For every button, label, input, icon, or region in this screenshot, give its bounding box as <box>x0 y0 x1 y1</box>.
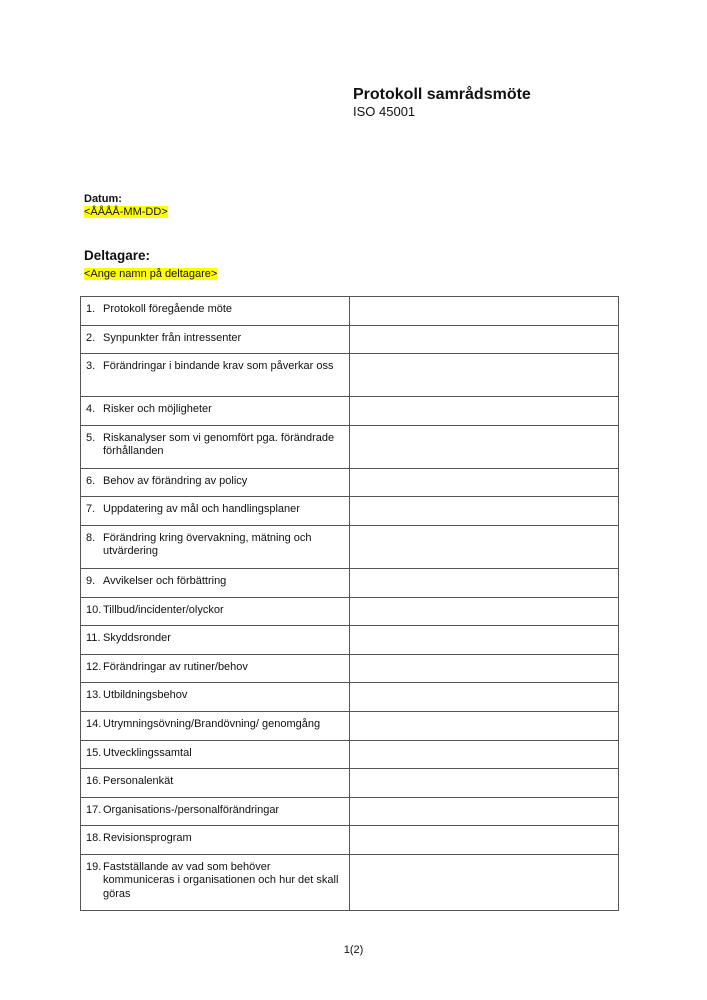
agenda-item-number: 7. <box>86 503 96 516</box>
agenda-item-number: 16. <box>86 775 102 788</box>
agenda-item-text: Förändringar i bindande krav som påverkar oss <box>103 360 334 373</box>
agenda-item-cell <box>81 568 350 597</box>
agenda-row <box>81 297 619 326</box>
agenda-item-text: Protokoll föregående möte <box>103 303 233 315</box>
agenda-notes-cell[interactable] <box>350 711 619 740</box>
agenda-item-cell <box>81 425 350 468</box>
agenda-notes-cell[interactable] <box>350 525 619 568</box>
agenda-item-number: 14. <box>86 717 102 730</box>
agenda-item <box>86 861 345 902</box>
agenda-row <box>81 468 619 497</box>
agenda-item-text: Förändring kring övervakning, mätning och utvärdering <box>103 531 312 558</box>
agenda-item <box>86 804 345 818</box>
agenda-item-cell <box>81 797 350 826</box>
agenda-item-cell <box>81 826 350 855</box>
agenda-item-cell <box>81 654 350 683</box>
agenda-item-cell <box>81 769 350 798</box>
agenda-row <box>81 711 619 740</box>
agenda-item-number: 18. <box>86 832 102 845</box>
agenda-item <box>86 689 345 703</box>
agenda-row <box>81 354 619 397</box>
agenda-item <box>86 360 345 374</box>
agenda-item <box>86 503 345 517</box>
agenda-row <box>81 425 619 468</box>
agenda-notes-cell[interactable] <box>350 397 619 426</box>
agenda-row <box>81 568 619 597</box>
agenda-item-text: Förändringar av rutiner/behov <box>103 660 248 673</box>
agenda-item-number: 15. <box>86 746 102 759</box>
agenda-item-cell <box>81 297 350 326</box>
agenda-item <box>86 303 345 317</box>
agenda-notes-cell[interactable] <box>350 597 619 626</box>
agenda-row <box>81 769 619 798</box>
agenda-notes-cell[interactable] <box>350 740 619 769</box>
deltagare-placeholder[interactable]: <Ange namn på deltagare> <box>84 268 218 280</box>
agenda-item-text: Risker och möjligheter <box>103 403 212 416</box>
agenda-item <box>86 604 345 618</box>
agenda-item-text: Organisations-/personalförändringar <box>103 803 280 816</box>
agenda-item <box>86 747 345 761</box>
agenda-row <box>81 325 619 354</box>
agenda-item-cell <box>81 468 350 497</box>
agenda-notes-cell[interactable] <box>350 826 619 855</box>
agenda-row <box>81 626 619 655</box>
agenda-item-number: 10. <box>86 603 102 616</box>
page-number: 1(2) <box>343 944 364 956</box>
agenda-item <box>86 775 345 789</box>
agenda-item-number: 13. <box>86 689 102 702</box>
agenda-notes-cell[interactable] <box>350 683 619 712</box>
agenda-item-text: Riskanalyser som vi genomfört pga. förändrade förhållanden <box>103 431 335 458</box>
agenda-row <box>81 525 619 568</box>
agenda-item-cell <box>81 397 350 426</box>
agenda-row <box>81 854 619 910</box>
agenda-notes-cell[interactable] <box>350 325 619 354</box>
agenda-notes-cell[interactable] <box>350 568 619 597</box>
agenda-item-text: Revisionsprogram <box>103 832 192 845</box>
deltagare-heading: Deltagare: <box>84 248 151 263</box>
agenda-item-number: 12. <box>86 660 102 673</box>
agenda-notes-cell[interactable] <box>350 854 619 910</box>
agenda-item-cell <box>81 740 350 769</box>
agenda-notes-cell[interactable] <box>350 626 619 655</box>
agenda-row <box>81 740 619 769</box>
agenda-item-number: 3. <box>86 360 96 373</box>
document-title: Protokoll samrådsmöte <box>353 86 531 103</box>
agenda-row <box>81 654 619 683</box>
agenda-item-number: 5. <box>86 431 96 444</box>
agenda-item <box>86 332 345 346</box>
agenda-notes-cell[interactable] <box>350 297 619 326</box>
document-subtitle: ISO 45001 <box>353 104 416 119</box>
agenda-item-text: Personalenkät <box>103 775 174 788</box>
agenda-item-text: Skyddsronder <box>103 632 171 645</box>
agenda-item <box>86 718 345 732</box>
agenda-item <box>86 475 345 489</box>
agenda-item-text: Avvikelser och förbättring <box>103 574 227 587</box>
agenda-item <box>86 575 345 589</box>
agenda-item-number: 11. <box>86 632 101 645</box>
agenda-item <box>86 532 345 559</box>
agenda-notes-cell[interactable] <box>350 769 619 798</box>
agenda-item-text: Synpunkter från intressenter <box>103 331 242 344</box>
agenda-item-number: 6. <box>86 474 96 487</box>
agenda-notes-cell[interactable] <box>350 497 619 526</box>
agenda-item <box>86 432 345 459</box>
agenda-item-cell <box>81 354 350 397</box>
agenda-item-text: Utbildningsbehov <box>103 689 188 702</box>
agenda-item <box>86 632 345 646</box>
agenda-item-cell <box>81 683 350 712</box>
agenda-item-number: 9. <box>86 574 96 587</box>
agenda-item-text: Fastställande av vad som behöver kommuniceras i organisationen och hur det skall göras <box>103 860 339 900</box>
agenda-item-cell <box>81 711 350 740</box>
agenda-item-text: Utvecklingssamtal <box>103 746 192 759</box>
agenda-item-number: 17. <box>86 803 102 816</box>
agenda-row <box>81 597 619 626</box>
agenda-row <box>81 826 619 855</box>
agenda-item-number: 19. <box>86 860 102 873</box>
agenda-row <box>81 797 619 826</box>
agenda-item-number: 4. <box>86 403 96 416</box>
agenda-notes-cell[interactable] <box>350 654 619 683</box>
agenda-item-number: 8. <box>86 531 96 544</box>
agenda-item-cell <box>81 497 350 526</box>
agenda-item-text: Uppdatering av mål och handlingsplaner <box>103 503 300 516</box>
agenda-item-text: Tillbud/incidenter/olyckor <box>103 603 224 616</box>
agenda-table <box>80 296 619 911</box>
datum-placeholder[interactable]: <ÅÅÅÅ-MM-DD> <box>84 206 168 218</box>
agenda-row <box>81 397 619 426</box>
agenda-notes-cell[interactable] <box>350 425 619 468</box>
agenda-notes-cell[interactable] <box>350 468 619 497</box>
agenda-item-cell <box>81 325 350 354</box>
agenda-item-text: Utrymningsövning/Brandövning/ genomgång <box>103 717 321 730</box>
agenda-item-cell <box>81 854 350 910</box>
agenda-item <box>86 403 345 417</box>
agenda-item-cell <box>81 626 350 655</box>
agenda-item-text: Behov av förändring av policy <box>103 474 248 487</box>
agenda-item-number: 2. <box>86 331 96 344</box>
agenda-row <box>81 497 619 526</box>
agenda-item-cell <box>81 597 350 626</box>
datum-label: Datum: <box>84 193 122 205</box>
agenda-item-number: 1. <box>86 303 96 315</box>
agenda-notes-cell[interactable] <box>350 797 619 826</box>
agenda-notes-cell[interactable] <box>350 354 619 397</box>
agenda-row <box>81 683 619 712</box>
agenda-item <box>86 832 345 846</box>
agenda-item-cell <box>81 525 350 568</box>
agenda-item <box>86 661 345 675</box>
